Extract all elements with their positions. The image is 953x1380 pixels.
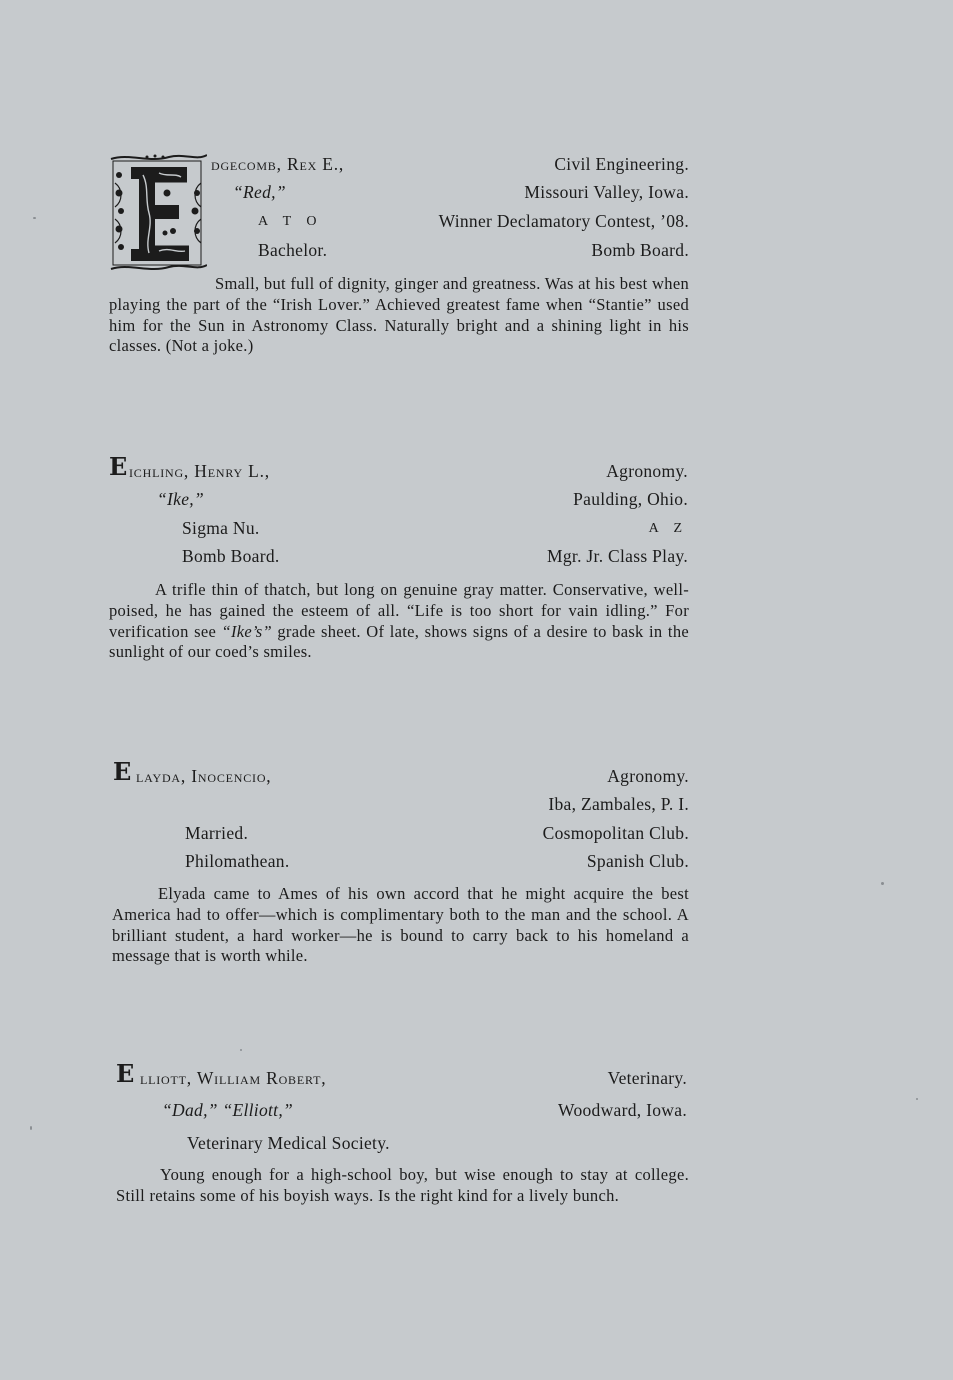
entry3-given-name: Inocencio,: [191, 766, 272, 786]
entry2-description-part3: grade sheet. Of late, shows signs of a desire to bask in the sunlight of our coed’s smiles.: [109, 621, 689, 662]
entry3-course: Agronomy.: [607, 766, 689, 786]
entry1-activity: Bomb Board.: [591, 240, 689, 260]
entry3-marital-status: Married.: [185, 823, 249, 843]
entry3-club-1: Cosmopolitan Club.: [542, 823, 689, 843]
entry1-club: Bachelor.: [258, 240, 328, 260]
entry2-given-name: Henry L.,: [194, 461, 270, 481]
entry1-nickname: “Red,”: [233, 182, 286, 202]
entry4-description: Young enough for a high-school boy, but wise enough to stay at college. Still retains some of his boyish ways. Is the right kind for a lively bunch.: [116, 1165, 689, 1205]
entry1-honor: Winner Declamatory Contest, ’08.: [438, 211, 689, 231]
entry4-surname: lliott,: [140, 1068, 192, 1088]
entry3-hometown: Iba, Zambales, P. I.: [548, 794, 689, 814]
entry2-honor-society: A Z: [648, 521, 688, 536]
entry3-surname: layda,: [136, 766, 187, 786]
entry3-club-2: Spanish Club.: [586, 851, 689, 871]
entry4-given-name: William Robert,: [196, 1068, 327, 1088]
entry3-initial: E: [113, 757, 132, 786]
scan-speck: [240, 1049, 242, 1051]
entry2-fraternity: Sigma Nu.: [182, 518, 260, 538]
entry2-club: Bomb Board.: [182, 546, 280, 566]
entry1-description: Small, but full of dignity, ginger and greatness. Was at his best when playing the part of the “Irish Lover.” Achieved greatest fame when “Stantie” used him for the Sun in Astronomy Class. Naturally bright and a shining light in his classes. (Not a joke.): [109, 274, 689, 356]
entry4-initial: E: [116, 1059, 135, 1088]
ornate-initial-e-illustration: [109, 153, 207, 273]
entry2-course: Agronomy.: [606, 461, 688, 481]
entry4-name: [140, 1068, 326, 1088]
entry1-given-name: Rex E.,: [286, 154, 345, 174]
entry4-society: Veterinary Medical Society.: [187, 1133, 390, 1153]
entry1-hometown: Missouri Valley, Iowa.: [524, 182, 689, 202]
entry3-description: Elyada came to Ames of his own accord that he might acquire the best America had to offer—which is complimentary both to the man and the school. A brilliant student, a hard worker—he is bound to carry back to his homeland a message that is worth while.: [112, 884, 689, 966]
entry1-name: [211, 154, 344, 174]
entry2-hometown: Paulding, Ohio.: [573, 489, 688, 509]
entry2-description-part1: A trifle thin of thatch, but long on genuine gray matter. Conservative, well-poised, he has gained the esteem of all. “Life is too short for vain idling.” For verification see: [109, 580, 689, 641]
entry4-nicknames: “Dad,” “Elliott,”: [162, 1100, 294, 1120]
entry2-nickname: “Ike,”: [157, 489, 205, 509]
scan-speck: [30, 1126, 32, 1130]
scan-speck: [916, 1098, 918, 1100]
entry2-activity: Mgr. Jr. Class Play.: [547, 546, 688, 566]
entry1-surname: dgecomb,: [211, 154, 282, 174]
entry2-initial: E: [109, 452, 128, 481]
scan-speck: [881, 882, 884, 885]
entry4-hometown: Woodward, Iowa.: [558, 1100, 687, 1120]
entry2-description-italic: “Ike’s”: [221, 621, 272, 641]
entry1-course: Civil Engineering.: [554, 154, 689, 174]
entry2-description: [109, 580, 689, 663]
entry2-surname: ichling,: [129, 461, 190, 481]
entry4-course: Veterinary.: [607, 1068, 687, 1088]
scan-speck: [33, 217, 36, 219]
entry3-name: [136, 766, 271, 786]
entry1-fraternity: A T O: [258, 214, 323, 229]
entry2-name: [129, 461, 270, 481]
entry3-society: Philomathean.: [185, 851, 290, 871]
